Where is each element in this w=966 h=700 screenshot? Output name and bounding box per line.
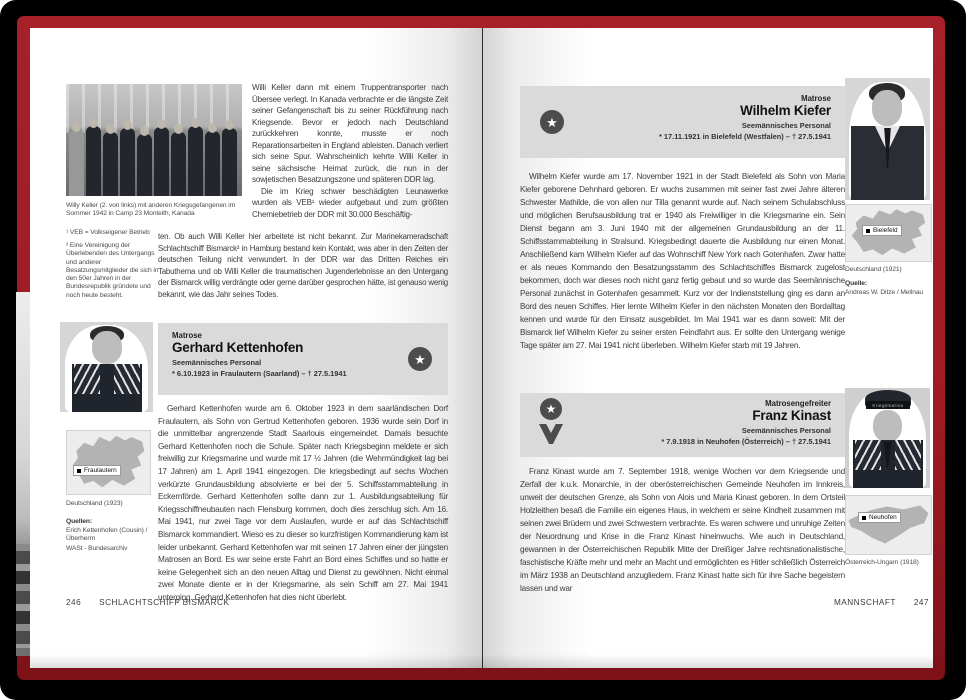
- rank-label: Matrose: [172, 331, 202, 340]
- star-icon: ★: [414, 351, 426, 367]
- rank-label: Matrose: [801, 94, 831, 103]
- kinast-paragraph: Franz Kinast wurde am 7. September 1918, wenige Wochen vor dem Kriegsende und Zerfall der k.u.k. Monarchie, in der oberösterreichischen Gemeinde Neuhofen im Innkreis, unweit der deutschen Grenze, als Sohn von Alois und Maria Kinast geboren. In dem Ortsteil Holzleithen besaß die Familie ein eigenes Haus, in welchem er seine Kindheit zusammen mit seinen zwei Brüdern und zwei Schwestern verbrachte. Es waren schwere und unruhige Zeiten der Neuordnung und Krise in die Franz Kinast hineinwuchs. Wie auch in Deutschland, gewannen in der Österreichischen Republik Mitte der Dreißiger Jahre rechtsnationalistische, faschistische Kräfte mehr und mehr an Macht und ermöglichten es Hitler schließlich Österreich im März 1938 an Deutschland anzugliedern. Franz Kinast hatte sich für ihre Sache begeistern lassen und war: [520, 467, 845, 593]
- pow-group-photo: [66, 84, 242, 196]
- photo-figure: [188, 126, 203, 196]
- sailor-collar-right: [895, 440, 921, 470]
- map-caption: Deutschland (1923): [66, 500, 123, 507]
- map-caption: Deutschland (1921): [845, 266, 902, 273]
- map-austria-hungary-1918: [845, 495, 932, 555]
- page-number: 246: [66, 598, 82, 607]
- map-place-name: Neuhofen: [869, 514, 897, 521]
- branch-label: Seemännisches Personal: [741, 121, 831, 130]
- map-place-label: [73, 465, 121, 476]
- photo-figure: [69, 130, 84, 196]
- photo-figure: [86, 126, 101, 196]
- photo-figure: [205, 131, 220, 196]
- source-line-3: WASt - Bundesarchiv: [66, 545, 128, 552]
- profile-box-kettenhofen: [158, 323, 448, 395]
- keller-paragraph-1: Willi Keller dann mit einem Truppentransporter nach Übersee verlegt. In Kanada verbrachte er die längste Zeit seiner Gefangenschaft bis zu seiner Rückführung nach Kriegsende. Bevor er jedoch nach Deutschland zurückkehren konnte, musste er noch Reparationsarbeiten in England ableisten. Danach verliert sich seine Spur. Wahrscheinlich kehrte Willi Keller in seine sächsische Heimat zurück, die nun in der sowjetischen Besatzungszone und späteren DDR lag.: [252, 83, 448, 184]
- profile-box-kiefer: [520, 86, 845, 158]
- life-dates: * 6.10.1923 in Fraulautern (Saarland) – † 27.5.1941: [172, 369, 347, 378]
- source-label: Quelle:: [845, 280, 867, 287]
- kinast-body-text: [520, 465, 845, 595]
- portrait-face: [92, 331, 122, 364]
- source-line-1: Erich Kettenhofen (Cousin) /: [66, 527, 148, 534]
- kiefer-body-text: [520, 170, 845, 352]
- rank-insignia-badge: [540, 110, 564, 134]
- portrait-kinast: [845, 388, 930, 488]
- photo-figure: [222, 128, 237, 196]
- map-land-shape: [847, 501, 930, 550]
- source-line-2: Überherrn: [66, 535, 96, 542]
- map-germany-1923: [66, 430, 151, 495]
- map-place-name: Fraulautern: [84, 467, 117, 474]
- footer-spacer: [896, 598, 914, 607]
- page-footer-left: [66, 598, 229, 607]
- portrait-kiefer: [845, 78, 930, 200]
- profile-name: Gerhard Kettenhofen: [172, 340, 304, 355]
- map-place-name: Bielefeld: [873, 227, 898, 234]
- life-dates: * 17.11.1921 in Bielefeld (Westfalen) – † 27.5.1941: [659, 132, 831, 141]
- profile-name: Franz Kinast: [752, 408, 831, 423]
- footnote-marinekameradschaft: ² Eine Vereinigung der Überlebenden des Untergangs und anderer Besatzungsmitglieder die sich in den 50er Jahren in der Bundesrepublik gründete und noch heute besteht.: [66, 242, 159, 299]
- chapter-title: SCHLACHTSCHIFF BISMARCK: [99, 598, 230, 607]
- map-marker-icon: [866, 229, 870, 233]
- keller-continuation-text: [158, 231, 448, 301]
- chapter-title: MANNSCHAFT: [833, 598, 896, 607]
- map-land-shape: [70, 434, 146, 492]
- sources-label: Quellen:: [66, 518, 92, 525]
- portrait-kettenhofen: [60, 322, 153, 412]
- footer-spacer: [81, 598, 99, 607]
- map-marker-icon: [862, 516, 866, 520]
- cap-ribbon: Kriegsmarine: [866, 401, 910, 409]
- page-right-247: [483, 28, 933, 668]
- photo-figure: [120, 128, 135, 196]
- photo-figure: [137, 134, 152, 196]
- chevron-insignia-icon: [539, 424, 563, 444]
- kettenhofen-body-text: [158, 403, 448, 605]
- life-dates: * 7.9.1918 in Neuhofen (Österreich) – † 27.5.1941: [661, 437, 831, 446]
- book-spread: [30, 28, 933, 668]
- kettenhofen-paragraph: Gerhard Kettenhofen wurde am 6. Oktober 1923 in dem saarländischen Dorf Fraulautern, als Sohn von Gertrud Kettenhofen geboren. 1936 wurde sein Dorf in die unmittelbar angrenzende Stadt Saarlouis eingemeindet. Damals besuchte Gerhard Kettenhofen noch die Schule. Später nach Kriegsbeginn meldete er sich freiwillig zur Kriegsmarine und wurde mit 17 ½ Jahren (die Wehrmündigkeit lag bei 17 Jahren) am 1. April 1941 eingezogen. Die kriegsbedingt auf sechs Wochen verkürzte Grundausbildung absolvierte er bei der 5. Schiffsstammabteilung in Eckernförde. Gerhard Kettenhofen sollte dann zur 1. Ausbildungsabteilung für Kriegsschiffneubauten nach Flensburg kommen, doch dies zerschlug sich. Am 16. Mai 1941, nur zwei Tage vor dem Auslaufen, wurde er auf das Schlachtschiff Bismarck kommandiert. Wieso es zu dieser so kurzfristigen Kommandierung kam ist leider unbekannt. Gerhard Kettenhofen war mit seinen 17 Jahren einer der jüngsten Matrosen an Bord. Es war seine erste Fahrt an Bord eines Schiffes und so hatte er keine Gelegenheit sich an den neuen Alltag und Dienst zu gewöhnen. Nicht einmal zwei Monate diente er in der Kriegsmarine, als sein Schiff am 27. Mai 1941 unterging. Gerhard Kettenhofen hat dies nicht überlebt.: [158, 404, 448, 602]
- page-left-246: [30, 28, 483, 668]
- map-place-label: [858, 512, 901, 523]
- footnote-veb: ¹ VEB = Volkseigener Betrieb: [66, 229, 150, 236]
- branch-label: Seemännisches Personal: [741, 426, 831, 435]
- map-marker-icon: [77, 469, 81, 473]
- book-gutter-line: [482, 28, 483, 668]
- profile-name: Wilhelm Kiefer: [740, 103, 831, 118]
- rank-insignia-badge: [408, 347, 432, 371]
- map-place-label: [862, 225, 902, 236]
- portrait-face: [872, 90, 902, 126]
- keller-column-text: [252, 82, 448, 220]
- source-line-1: Andreas W. Ditze / Mellnau: [845, 289, 924, 296]
- star-icon: ★: [546, 114, 558, 130]
- page-bottom-shadow: [30, 654, 933, 668]
- rank-label: Matrosengefreiter: [765, 399, 831, 408]
- profile-box-kinast: [520, 393, 845, 457]
- page-number: 247: [913, 598, 929, 607]
- photo-figure: [171, 132, 186, 196]
- sailor-collar-left: [74, 364, 100, 394]
- sailor-collar-right: [114, 364, 140, 394]
- map-caption: Österreich-Ungarn (1918): [845, 559, 919, 566]
- keller-paragraph-3: ten. Ob auch Willi Keller hier arbeitete ist nicht bekannt. Zur Marinekameradschaft Schlachtschiff Bismarck² in Hamburg bestand kein Kontakt, was aber in den Zeiten der deutschen Teilung nicht verwundert. In der DDR war das Dritten Reiches ein Tabuthema und ob Willi Keller die traumatischen Jugenderlebnisse an den Untergang der Bismarck willig verdrängte oder gerne darüber gesprochen hätte, ist genauso wenig bekannt, wie das Jahr seines Todes.: [158, 232, 448, 299]
- photo-caption: Willy Keller (2. von links) mit anderen Kriegsgefangenen im Sommer 1942 in Camp 23 Monteith, Kanada: [66, 202, 236, 218]
- page-footer-right: [834, 598, 929, 607]
- branch-label: Seemännisches Personal: [172, 358, 262, 367]
- photo-figure: [154, 127, 169, 196]
- map-germany-1921: [845, 204, 932, 262]
- rank-insignia-badge: [540, 398, 562, 420]
- portrait-face: [873, 410, 902, 442]
- keller-paragraph-2: Die im Krieg schwer beschädigten Leunawerke wurden als VEB¹ wieder aufgebaut und zum größten Chemiebetrieb der DDR mit 30.000 Beschäftig-: [252, 186, 448, 219]
- photo-figure: [103, 132, 118, 196]
- star-icon: ★: [545, 402, 557, 416]
- kiefer-paragraph: Wilhelm Kiefer wurde am 17. November 1921 in der Stadt Bielefeld als Sohn von Maria Kiefer geborene Dehnhard geboren. Er wuchs zusammen mit seiner fast zwei Jahre älteren Schwester Mathilde, die von allen nur Tilla genannt wurde auf. Nach seinem Schulabschluss und möglichen Berufsausbildung trat er 1940 als Freiwilliger in die Kriegsmarine ein. Sein Dienst begann am 3. Juni 1940 mit der allgemeinen Grundausbildung an der 11. Schiffsstammabteilung in Stralsund. Kriegsbedingt dauerte die Ausbildung nur einen Monat. Anschließend kam Wilhelm Kiefer auf das Wohnschiff New York nach Gotenhafen. Zwar hatte er als neues Kommando den Besatzungsstamm des Schlachtschiffes Bismarck zugelost bekommen, doch war dieses noch nicht ganz fertig gebaut und so wurde das Seemännische Personal zunächst in Gotenhafen gesammelt. Kurz vor der Indienststellung ging es dann an Bord des neuen Schiffes. Hier lernte Wilhelm Kiefer in den nächsten Monaten den Bordalltag kennen und wurde für den Einsatz ausgebildet. Im Mai 1941 war es dann soweit: Mit der Bismarck lief Wilhelm Kiefer zu seiner ersten Feindfahrt aus. Er sollte den Untergang wenige Tage später am 27. Mai 1941 nicht überleben. Wilhelm Kiefer starb mit 19 Jahren.: [520, 172, 845, 350]
- sailor-collar-left: [855, 440, 881, 470]
